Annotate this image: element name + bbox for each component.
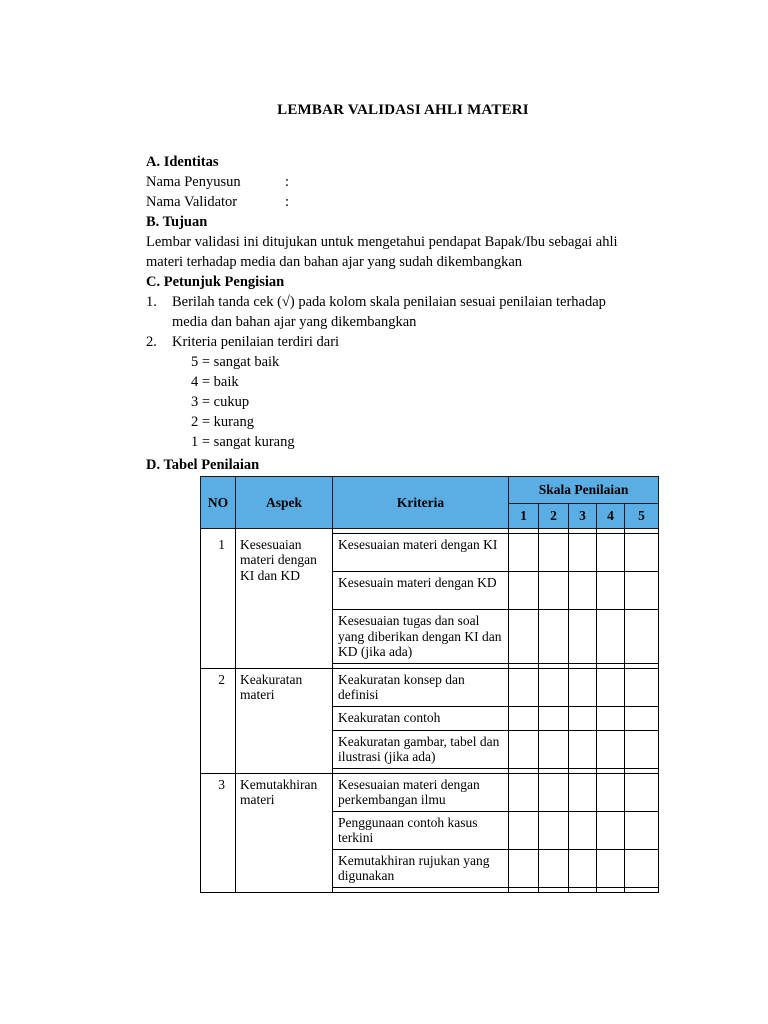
field-colon: :: [285, 174, 290, 190]
score-cell-5[interactable]: [625, 773, 659, 811]
score-cell-5[interactable]: [625, 610, 659, 664]
score-cell-3[interactable]: [569, 534, 597, 572]
header-scale-4: 4: [597, 504, 625, 529]
section-a-heading: A. Identitas: [146, 154, 219, 170]
score-cell-4[interactable]: [597, 730, 625, 768]
score-cell-1[interactable]: [509, 668, 539, 706]
list-number: 1.: [146, 294, 157, 310]
assessment-table: [200, 476, 659, 893]
row-number: 3: [201, 773, 236, 887]
header-scale-5: 5: [625, 504, 659, 529]
page-title: LEMBAR VALIDASI AHLI MATERI: [277, 102, 529, 118]
row-number: 1: [201, 534, 236, 664]
criteria-item: 1 = sangat kurang: [191, 434, 295, 450]
header-no: NO: [201, 477, 236, 529]
score-cell-4[interactable]: [597, 706, 625, 730]
kriteria-cell: Kesesuaian materi dengan KI: [333, 534, 509, 572]
score-cell-1[interactable]: [509, 730, 539, 768]
score-cell-5[interactable]: [625, 849, 659, 887]
score-cell-4[interactable]: [597, 668, 625, 706]
kriteria-cell: Penggunaan contoh kasus terkini: [333, 811, 509, 849]
score-cell-4[interactable]: [597, 610, 625, 664]
score-cell-5[interactable]: [625, 572, 659, 610]
field-label: Nama Validator: [146, 194, 238, 210]
score-cell-3[interactable]: [569, 668, 597, 706]
score-cell-4[interactable]: [597, 572, 625, 610]
score-cell-3[interactable]: [569, 706, 597, 730]
kriteria-cell: Kemutakhiran rujukan yang digunakan: [333, 849, 509, 887]
field-colon: :: [285, 194, 290, 210]
score-cell-1[interactable]: [509, 811, 539, 849]
score-cell-4[interactable]: [597, 534, 625, 572]
score-cell-5[interactable]: [625, 534, 659, 572]
instruction-text: Berilah tanda cek (√) pada kolom skala penilaian sesuai penilaian terhadap: [172, 294, 606, 310]
score-cell-1[interactable]: [509, 534, 539, 572]
score-cell-5[interactable]: [625, 730, 659, 768]
score-cell-1[interactable]: [509, 706, 539, 730]
field-label: Nama Penyusun: [146, 174, 241, 190]
score-cell-4[interactable]: [597, 811, 625, 849]
score-cell-3[interactable]: [569, 572, 597, 610]
header-scale-1: 1: [509, 504, 539, 529]
kriteria-cell: Keakuratan contoh: [333, 706, 509, 730]
table-row: [201, 773, 659, 811]
kriteria-cell: Keakuratan konsep dan definisi: [333, 668, 509, 706]
score-cell-3[interactable]: [569, 610, 597, 664]
score-cell-1[interactable]: [509, 610, 539, 664]
row-number: 2: [201, 668, 236, 768]
instruction-text: Kriteria penilaian terdiri dari: [172, 334, 340, 350]
score-cell-2[interactable]: [539, 610, 569, 664]
score-cell-3[interactable]: [569, 849, 597, 887]
score-cell-4[interactable]: [597, 849, 625, 887]
header-aspek: Aspek: [236, 477, 333, 529]
score-cell-5[interactable]: [625, 811, 659, 849]
section-b-heading: B. Tujuan: [146, 214, 208, 230]
criteria-item: 5 = sangat baik: [191, 354, 280, 370]
criteria-item: 3 = cukup: [191, 394, 250, 410]
score-cell-2[interactable]: [539, 706, 569, 730]
tujuan-line: Lembar validasi ini ditujukan untuk mengetahui pendapat Bapak/Ibu sebagai ahli: [146, 234, 618, 250]
table-row: [201, 668, 659, 706]
score-cell-2[interactable]: [539, 572, 569, 610]
kriteria-cell: Kesesuaian tugas dan soal yang diberikan dengan KI dan KD (jika ada): [333, 610, 509, 664]
header-scale-2: 2: [539, 504, 569, 529]
score-cell-4[interactable]: [597, 773, 625, 811]
aspek-cell: Kemutakhiran materi: [236, 773, 333, 887]
list-number: 2.: [146, 334, 157, 350]
header-kriteria: Kriteria: [333, 477, 509, 529]
score-cell-1[interactable]: [509, 572, 539, 610]
header-skala-penilaian: Skala Penilaian: [509, 477, 659, 504]
kriteria-cell: Keakuratan gambar, tabel dan ilustrasi (jika ada): [333, 730, 509, 768]
score-cell-1[interactable]: [509, 849, 539, 887]
score-cell-3[interactable]: [569, 773, 597, 811]
header-scale-3: 3: [569, 504, 597, 529]
tujuan-line: materi terhadap media dan bahan ajar yang sudah dikembangkan: [146, 254, 523, 270]
score-cell-2[interactable]: [539, 534, 569, 572]
score-cell-2[interactable]: [539, 773, 569, 811]
table-row: [201, 534, 659, 572]
score-cell-3[interactable]: [569, 811, 597, 849]
score-cell-2[interactable]: [539, 668, 569, 706]
score-cell-2[interactable]: [539, 849, 569, 887]
criteria-item: 2 = kurang: [191, 414, 254, 430]
score-cell-1[interactable]: [509, 773, 539, 811]
field-nama-penyusun: [146, 172, 241, 192]
instruction-item-1: [146, 292, 606, 312]
score-cell-2[interactable]: [539, 811, 569, 849]
score-cell-3[interactable]: [569, 730, 597, 768]
instruction-text-cont: media dan bahan ajar yang dikembangkan: [172, 314, 417, 330]
section-c-heading: C. Petunjuk Pengisian: [146, 274, 285, 290]
aspek-cell: Kesesuaian materi dengan KI dan KD: [236, 534, 333, 664]
field-nama-validator: [146, 192, 237, 212]
aspek-cell: Keakuratan materi: [236, 668, 333, 768]
criteria-item: 4 = baik: [191, 374, 239, 390]
kriteria-cell: Kesesuain materi dengan KD: [333, 572, 509, 610]
section-d-heading: D. Tabel Penilaian: [146, 457, 260, 473]
score-cell-5[interactable]: [625, 706, 659, 730]
score-cell-5[interactable]: [625, 668, 659, 706]
kriteria-cell: Kesesuaian materi dengan perkembangan ilmu: [333, 773, 509, 811]
score-cell-2[interactable]: [539, 730, 569, 768]
instruction-item-2: [146, 332, 339, 352]
